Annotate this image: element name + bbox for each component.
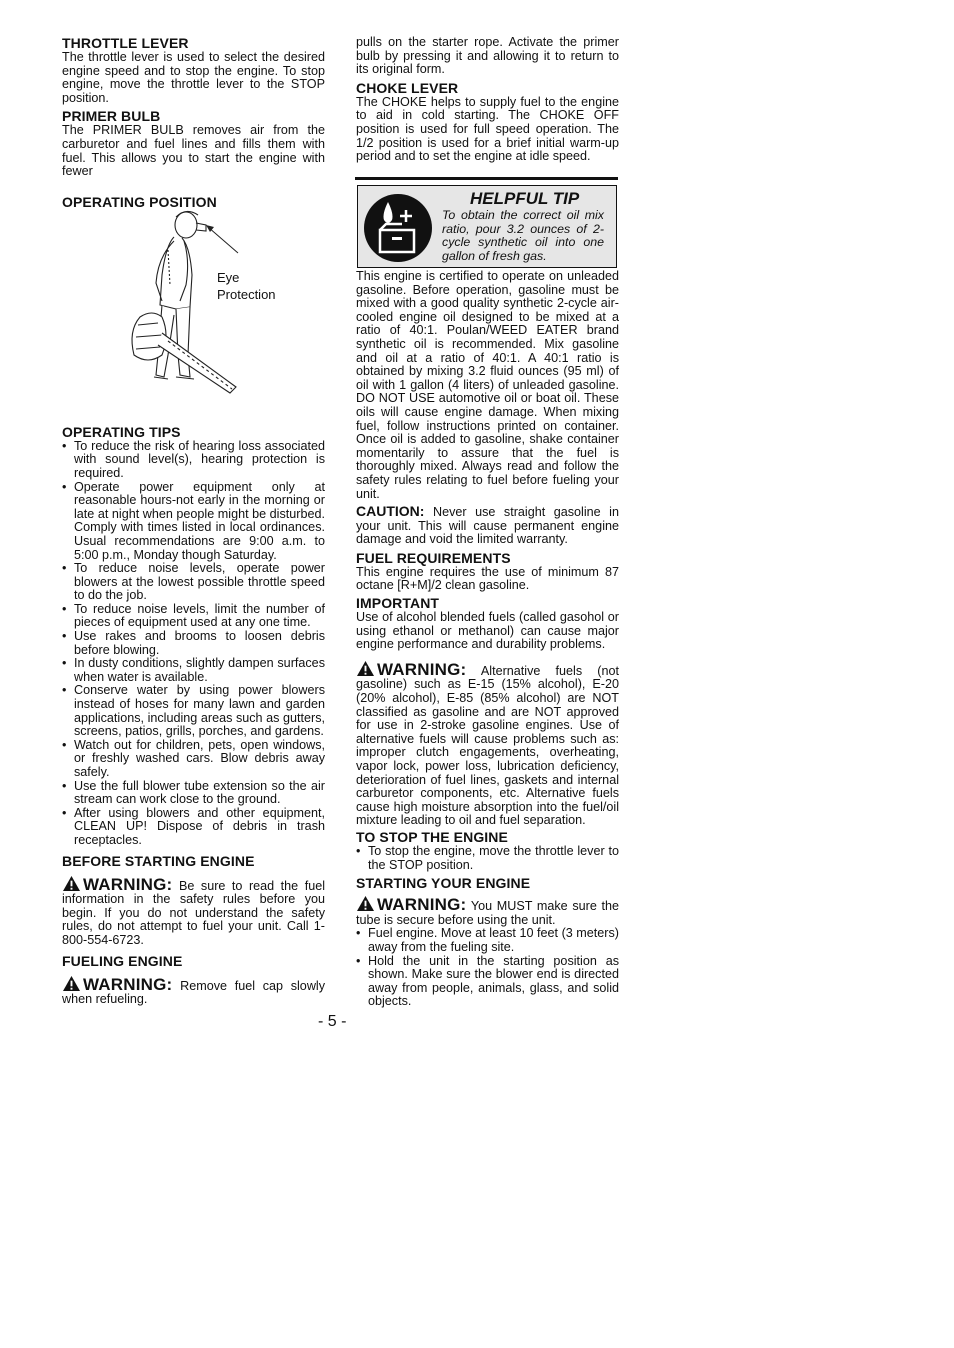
- operating-tips-heading: OPERATING TIPS: [62, 423, 181, 440]
- warning-fuel-info: [62, 875, 325, 948]
- warning-triangle-icon: [356, 660, 375, 677]
- tip-title: HELPFUL TIP: [470, 189, 580, 208]
- list-item: • Fuel engine. Move at least 10 feet (3 meters) away from the fueling site.: [356, 927, 619, 954]
- list-item: • Watch out for children, pets, open windows, or freshly washed cars. Blow debris away safely.: [62, 739, 325, 780]
- warning-label: WARNING:: [377, 895, 467, 915]
- before-starting-heading: BEFORE STARTING ENGINE: [62, 852, 255, 869]
- starting-engine-list: [356, 927, 619, 1009]
- warning-text: Remove fuel cap slowly when refueling.: [62, 978, 326, 1007]
- helpful-tip-box: [357, 185, 617, 268]
- eye-label-line-1: Eye: [217, 270, 240, 285]
- primer-continued-text: pulls on the starter rope. Activate the primer bulb by pressing it and allowing it to return to its original form.: [356, 35, 619, 77]
- warning-label: WARNING:: [83, 974, 173, 994]
- list-item: • Hold the unit in the starting position as shown. Make sure the blower end is directed away from people, animals, glass, and solid objects.: [356, 955, 619, 1009]
- choke-text: The CHOKE helps to supply fuel to the engine to aid in cold starting. The CHOKE OFF position is used for full speed operation. The 1/2 position is used for a brief initial warm-up period and to set the engine at idle speed.: [356, 94, 619, 164]
- choke-heading: CHOKE LEVER: [356, 79, 459, 96]
- fuel-requirements-heading: FUEL REQUIREMENTS: [356, 549, 511, 566]
- page-number: - 5 -: [318, 1013, 347, 1030]
- primer-heading: PRIMER BULB: [62, 108, 161, 125]
- eye-label-line-2: Protection: [217, 287, 276, 302]
- list-item: • Use the full blower tube extension so the air stream can work close to the ground.: [62, 780, 325, 807]
- operating-tips-list: [62, 440, 325, 848]
- primer-text: The PRIMER BULB removes air from the carburetor and fuel lines and fills them with fuel. This allows you to start the engine with fewer: [62, 123, 325, 179]
- operating-position-heading: OPERATING POSITION: [62, 193, 217, 210]
- list-item: • In dusty conditions, slightly dampen surfaces when water is available.: [62, 657, 325, 684]
- throttle-text: The throttle lever is used to select the desired engine speed and to stop the engine. To stop engine, move the throttle lever to the STOP position.: [62, 50, 325, 105]
- list-item: • Conserve water by using power blowers instead of hoses for many lawn and garden applications, including areas such as gutters, screens, patios, grills, porches, and gardens.: [62, 684, 325, 738]
- right-column-top: [356, 34, 619, 164]
- list-item: • To reduce noise levels, operate power blowers at the lowest possible throttle speed to do the job.: [62, 562, 325, 603]
- list-item: • To reduce noise levels, limit the number of pieces of equipment used at any one time.: [62, 603, 325, 630]
- stop-engine-heading: TO STOP THE ENGINE: [356, 828, 508, 845]
- list-item: • To reduce the risk of hearing loss associated with sound level(s), hearing protection is required.: [62, 440, 325, 481]
- list-item: • Use rakes and brooms to loosen debris before blowing.: [62, 630, 325, 657]
- throttle-heading: THROTTLE LEVER: [62, 35, 189, 51]
- warning-text: Alternative fuels (not gasoline) such as E-15 (15% alcohol), E-20 (20% alcohol), E-85 (85% alcohol) are NOT classified as gasoline and are NOT approved for use in 2-stroke gasoline engines. Use of alternative fuels will cause problems such as: improper clutch engagements, overheating, vapor lock, power loss, lubrication deficiency, deterioration of fuel lines, gaskets and internal carburetor components, etc. Alternative fuels cause high moisture absorption into the fuel/oil mixture leading to oil and fuel separation.: [356, 663, 619, 828]
- stop-engine-list: [356, 845, 619, 872]
- warning-triangle-icon: [356, 895, 375, 912]
- warning-tube-secure: [356, 895, 619, 927]
- caution-label: CAUTION:: [356, 503, 425, 520]
- warning-text: You MUST make sure the tube is secure before using the unit.: [356, 899, 619, 927]
- right-column-bottom: [356, 270, 619, 1009]
- warning-triangle-icon: [62, 875, 81, 892]
- tip-text: To obtain the correct oil mix ratio, pour 3.2 ounces of 2-cycle synthetic oil into one gallon of fresh gas.: [442, 208, 604, 263]
- warning-label: WARNING:: [83, 874, 173, 894]
- starting-engine-heading: STARTING YOUR ENGINE: [356, 875, 531, 892]
- warning-triangle-icon: [62, 975, 81, 992]
- eye-protection-label: [217, 269, 276, 303]
- warning-fuel-cap: [62, 975, 325, 1007]
- list-item: • Operate power equipment only at reasonable hours-not early in the morning or late at night when people might be disturbed. Comply with times listed in local ordinances. Usual recommendations are 9:00 a.m. to 5:00 p.m., Monday though Saturday.: [62, 481, 325, 563]
- oil-can-icon: [362, 192, 434, 264]
- warning-label: WARNING:: [377, 659, 467, 679]
- warning-alternative-fuels: [356, 660, 619, 828]
- warning-text: Be sure to read the fuel information in the safety rules before you begin. If you do not understand the safety rules, do not attempt to fuel your unit. Call 1-800-554-6723.: [62, 878, 326, 947]
- section-divider: [355, 177, 618, 180]
- fueling-engine-heading: FUELING ENGINE: [62, 952, 183, 969]
- list-item: • After using blowers and other equipment, CLEAN UP! Dispose of debris in trash receptacles.: [62, 807, 325, 848]
- important-text: Use of alcohol blended fuels (called gasohol or using ethanol or methanol) can cause major engine performance and durability problems.: [356, 610, 619, 652]
- caution-text: Never use straight gasoline in your unit. This will cause permanent engine damage and void the limited warranty.: [356, 505, 619, 547]
- caution-paragraph: [356, 505, 619, 547]
- left-column: [62, 34, 325, 1007]
- fuel-requirements-text: This engine requires the use of minimum 87 octane [R+M]/2 clean gasoline.: [356, 564, 619, 593]
- important-heading: IMPORTANT: [356, 595, 440, 612]
- certification-text: This engine is certified to operate on unleaded gasoline. Before operation, gasoline must be mixed with a good quality synthetic 2-cycle air-cooled engine oil designed to be mixed at a ratio of 40:1. Poulan/WEED EATER brand synthetic oil is recommended. Mix gasoline and oil at a ratio of 40:1. A 40:1 ratio is obtained by mixing 3.2 fluid ounces (95 ml) of oil with 1 gallon (4 liters) of unleaded gasoline. DO NOT USE automotive oil or boat oil. These oils will cause engine damage. When mixing fuel, follow instructions printed on container. Once oil is added to gasoline, shake container momentarily to assure that the fuel is thoroughly mixed. Always read and follow the safety rules relating to fuel before fueling your unit.: [356, 269, 619, 501]
- list-item: • To stop the engine, move the throttle lever to the STOP position.: [356, 845, 619, 872]
